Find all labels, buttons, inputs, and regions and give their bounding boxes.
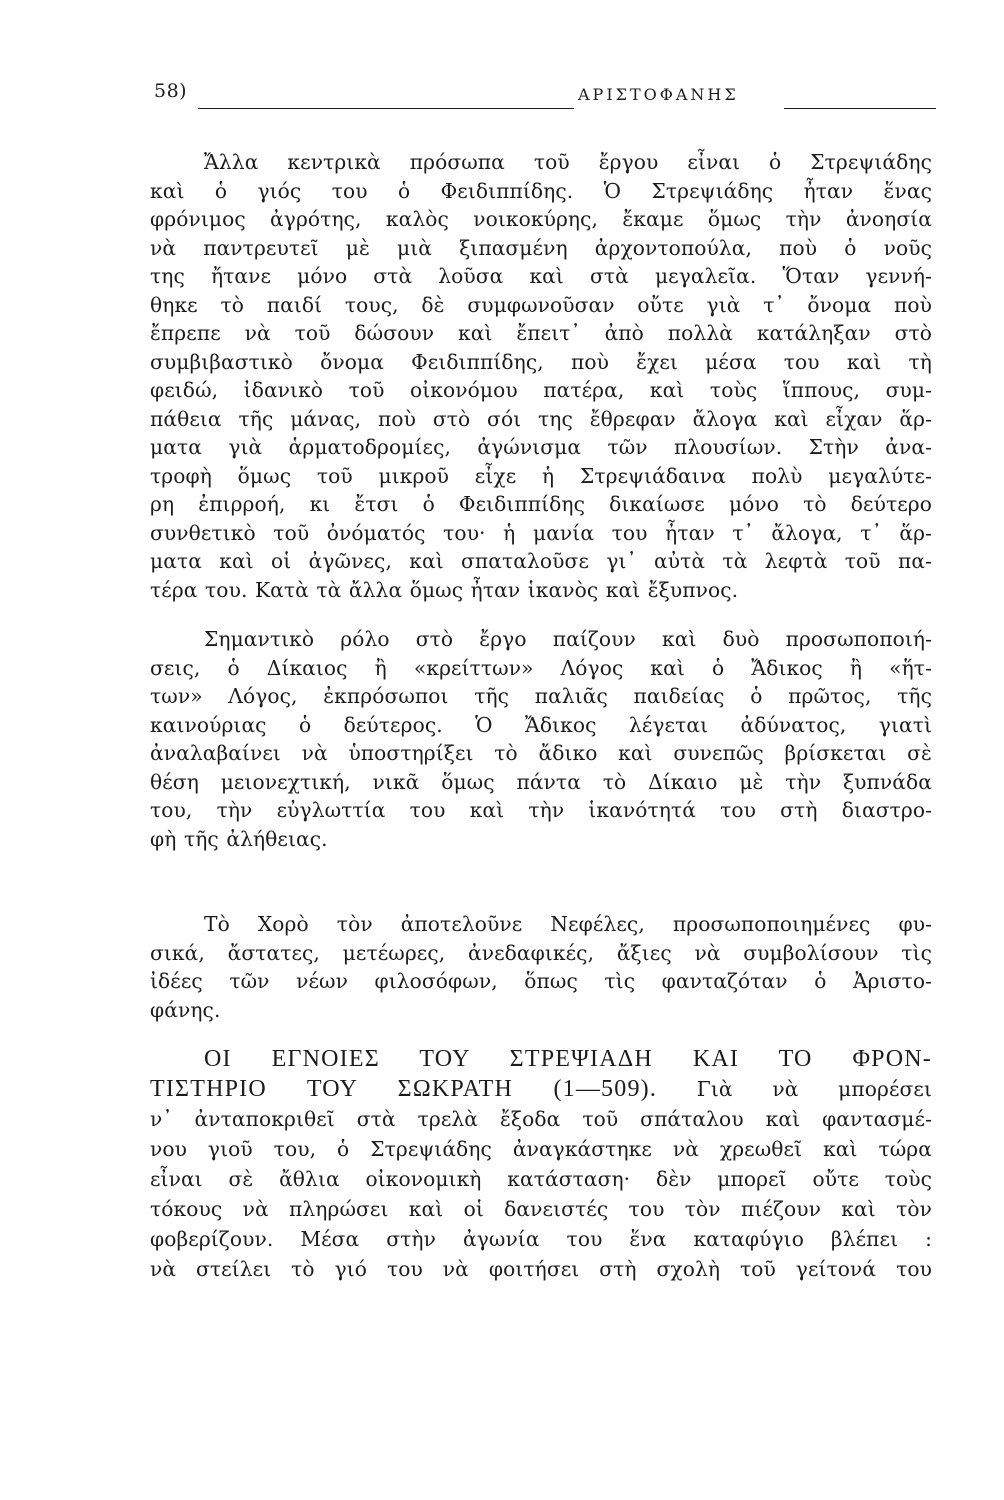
text-line: καὶ ὁ γιός του ὁ Φειδιππίδης. Ὁ Στρεψιάδης ἦταν ἕνας — [150, 178, 932, 203]
text-line: τέρα του. Κατὰ τὰ ἄλλα ὅμως ἦταν ἱκανὸς καὶ ἔξυπνος. — [150, 577, 739, 602]
header-rule-left — [198, 108, 574, 109]
text-line: εἶναι σὲ ἄθλια οἰκονομικὴ κατάσταση· δὲν μπορεῖ οὔτε τοὺς — [150, 1167, 932, 1191]
text-line: ἀναλαβαίνει νὰ ὑποστηρίξει τὸ ἄδικο καὶ συνεπῶς βρίσκεται σὲ — [150, 741, 932, 765]
text-line: τόκους νὰ πληρώσει καὶ οἱ δανειστές του τὸν πιέζουν καὶ τὸν — [150, 1197, 932, 1221]
text-line: ματα γιὰ ἁρματοδρομίες, ἀγώνισμα τῶν πλουσίων. Στὴν ἀνα- — [150, 435, 932, 459]
text-line: σεις, ὁ Δίκαιος ἢ «κρείττων» Λόγος καὶ ὁ Ἄδικος ἢ «ἥτ- — [150, 655, 932, 680]
text-line: φὴ τῆς ἀλήθειας. — [150, 826, 328, 851]
text-line: Σημαντικὸ ρόλο στὸ ἔργο παίζουν καὶ δυὸ προσωποποιή- — [204, 627, 932, 651]
text-line: καινούριας ὁ δεύτερος. Ὁ Ἄδικος λέγεται ἀδύνατος, γιατὶ — [150, 712, 932, 737]
text-line: φειδώ, ἰδανικὸ τοῦ οἰκονόμου πατέρα, καὶ τοὺς ἵππους, συμ- — [150, 378, 932, 402]
text-line: ἔπρεπε νὰ τοῦ δώσουν καὶ ἔπειτ᾽ ἀπὸ πολλὰ κατάληξαν στὸ — [150, 321, 932, 345]
text-line: θηκε τὸ παιδί τους, δὲ συμφωνοῦσαν οὔτε γιὰ τ᾽ ὄνομα ποὺ — [150, 292, 932, 317]
section-heading-end: ΤΙΣΤΗΡΙΟ ΤΟΥ ΣΩΚΡΑΤΗ (1—509). — [150, 1076, 658, 1102]
paragraph-two-logoi — [150, 625, 932, 853]
text-line: φάνης. — [150, 997, 221, 1022]
text-line: Ἄλλα κεντρικὰ πρόσωπα τοῦ ἔργου εἶναι ὁ Στρεψιάδης — [204, 150, 932, 174]
text-line: ἰδέες τῶν νέων φιλοσόφων, ὅπως τὶς φανταζόταν ὁ Ἀριστο- — [150, 969, 932, 993]
text-line: ν᾽ ἀνταποκριθεῖ στὰ τρελὰ ἔξοδα τοῦ σπάταλου καὶ φαντασμέ- — [150, 1107, 932, 1131]
paragraph-chorus — [150, 910, 932, 1024]
running-header — [150, 74, 936, 114]
text-line: των» Λόγος, ἐκπρόσωποι τῆς παλιᾶς παιδείας ὁ πρῶτος, τῆς — [150, 684, 932, 708]
book-page — [150, 62, 936, 1442]
text-line: πάθεια τῆς μάνας, ποὺ στὸ σόι της ἔθρεφαν ἄλογα καὶ εἶχαν ἅρ- — [150, 406, 932, 431]
text-line: φοβερίζουν. Μέσα στὴν ἀγωνία του ἕνα καταφύγιο βλέπει : — [150, 1227, 932, 1251]
paragraph-main-characters — [150, 148, 932, 604]
text-line: νὰ παντρευτεῖ μὲ μιὰ ξιπασμένη ἀρχοντοπούλα, ποὺ ὁ νοῦς — [150, 235, 932, 260]
text-line: νὰ στείλει τὸ γιό του νὰ φοιτήσει στὴ σχολὴ τοῦ γείτονά του — [150, 1257, 932, 1281]
text-fragment: Γιὰ νὰ μπορέσει — [657, 1077, 932, 1101]
text-line: τροφὴ ὅμως τοῦ μικροῦ εἶχε ἡ Στρεψιάδαινα πολὺ μεγαλύτε- — [150, 463, 932, 488]
text-line: ματα καὶ οἱ ἀγῶνες, καὶ σπαταλοῦσε γι᾽ αὐτὰ τὰ λεφτὰ τοῦ πα- — [150, 549, 932, 573]
page-number: 58) — [154, 80, 188, 102]
text-line: σικά, ἄστατες, μετέωρες, ἀνεδαφικές, ἄξιες νὰ συμβολίσουν τὶς — [150, 940, 932, 965]
text-line: συνθετικὸ τοῦ ὀνόματός του· ἡ μανία του ἦταν τ᾽ ἄλογα, τ᾽ ἅρ- — [150, 520, 932, 545]
running-title: ΑΡΙΣΤΟΦΑΝΗΣ — [578, 85, 739, 104]
section-strepsiades-worries — [150, 1044, 932, 1284]
text-line: του, τὴν εὐγλωττία του καὶ τὴν ἱκανότητά του στὴ διαστρο- — [150, 798, 932, 822]
text-line: συμβιβαστικὸ ὄνομα Φειδιππίδης, ποὺ ἔχει μέσα του καὶ τὴ — [150, 349, 932, 374]
text-line: θέση μειονεχτική, νικᾶ ὅμως πάντα τὸ Δίκαιο μὲ τὴν ξυπνάδα — [150, 769, 932, 794]
section-heading-continuation — [150, 1074, 932, 1104]
section-heading: ΟΙ ΕΓΝΟΙΕΣ ΤΟΥ ΣΤΡΕΨΙΑΔΗ ΚΑΙ ΤΟ ΦΡΟΝ- — [204, 1046, 932, 1072]
text-line: νου γιοῦ του, ὁ Στρεψιάδης ἀναγκάστηκε νὰ χρεωθεῖ καὶ τώρα — [150, 1137, 932, 1161]
text-line: της ἤτανε μόνο στὰ λοῦσα καὶ στὰ μεγαλεῖα. Ὅταν γεννή- — [150, 264, 932, 288]
text-line: Τὸ Χορὸ τὸν ἀποτελοῦνε Νεφέλες, προσωποποιημένες φυ- — [204, 912, 932, 936]
text-line: ρη ἐπιρροή, κι ἔτσι ὁ Φειδιππίδης δικαίωσε μόνο τὸ δεύτερο — [150, 492, 932, 516]
header-rule-right — [784, 108, 936, 109]
text-line: φρόνιμος ἀγρότης, καλὸς νοικοκύρης, ἔκαμε ὅμως τὴν ἀνοησία — [150, 207, 932, 231]
